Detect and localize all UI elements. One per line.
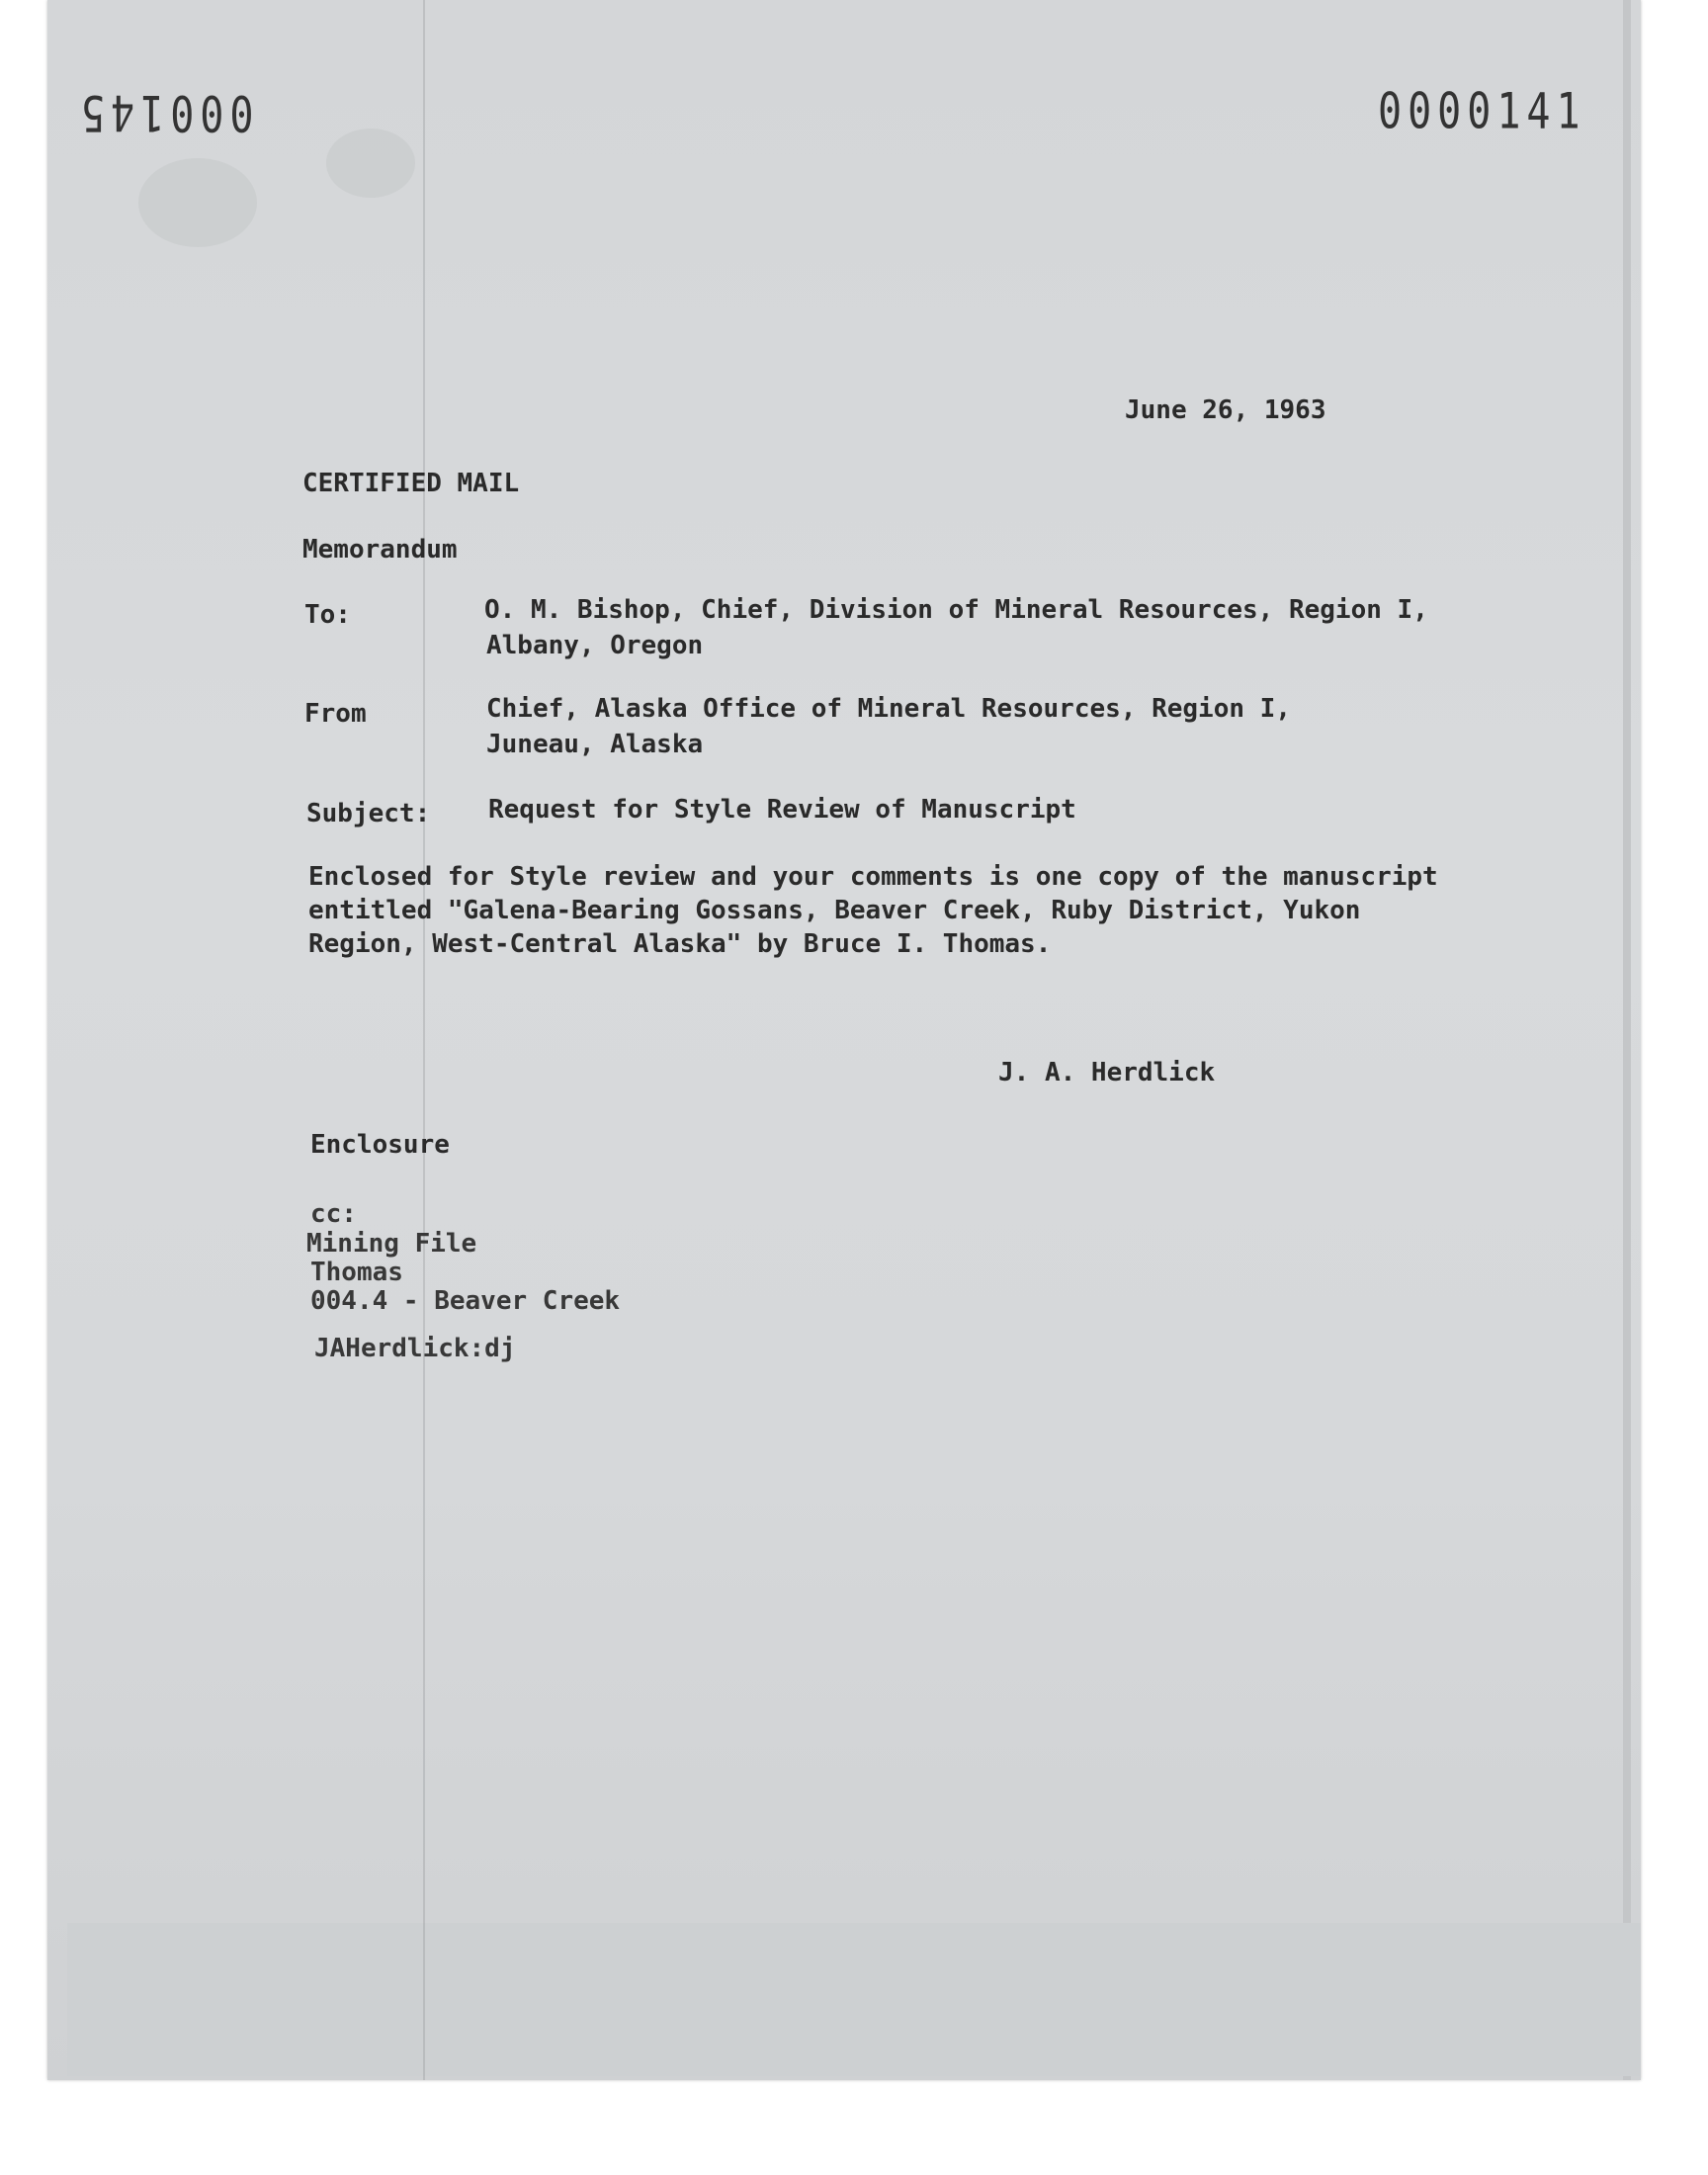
smudge [138, 158, 257, 247]
page-stamp-right: 0000141 [1378, 83, 1586, 140]
page-edge [1623, 0, 1631, 2080]
smudge [326, 129, 415, 198]
document-page [47, 0, 1641, 2080]
document-type: Memorandum [302, 535, 458, 565]
to-label: To: [304, 600, 351, 630]
subject-value: Request for Style Review of Manuscript [488, 795, 1076, 825]
body-line-1: Enclosed for Style review and your comments is one copy of the manuscript [308, 862, 1438, 892]
mail-type: CERTIFIED MAIL [302, 469, 520, 498]
body-line-2: entitled "Galena-Bearing Gossans, Beaver Creek, Ruby District, Yukon [308, 896, 1361, 925]
fold-line [423, 0, 425, 2080]
signature: J. A. Herdlick [998, 1058, 1216, 1088]
memo-date: June 26, 1963 [1125, 395, 1326, 425]
typist-initials: JAHerdlick:dj [314, 1334, 516, 1363]
cc-item: Mining File [306, 1229, 477, 1259]
page-stamp-left: 000145 [75, 83, 254, 140]
enclosure-note: Enclosure [310, 1130, 450, 1160]
to-line-2: Albany, Oregon [486, 631, 704, 660]
cc-label: cc: [310, 1199, 357, 1229]
cc-item: 004.4 - Beaver Creek [310, 1286, 621, 1316]
body-line-3: Region, West-Central Alaska" by Bruce I. Thomas. [308, 929, 1052, 959]
subject-label: Subject: [306, 799, 431, 828]
cc-item: Thomas [310, 1258, 403, 1287]
from-label: From [304, 699, 367, 729]
from-line-2: Juneau, Alaska [486, 730, 704, 759]
page-bottom-shadow [67, 1923, 1641, 2076]
to-line-1: O. M. Bishop, Chief, Division of Mineral Resources, Region I, [484, 595, 1428, 625]
from-line-1: Chief, Alaska Office of Mineral Resources, Region I, [486, 694, 1291, 724]
